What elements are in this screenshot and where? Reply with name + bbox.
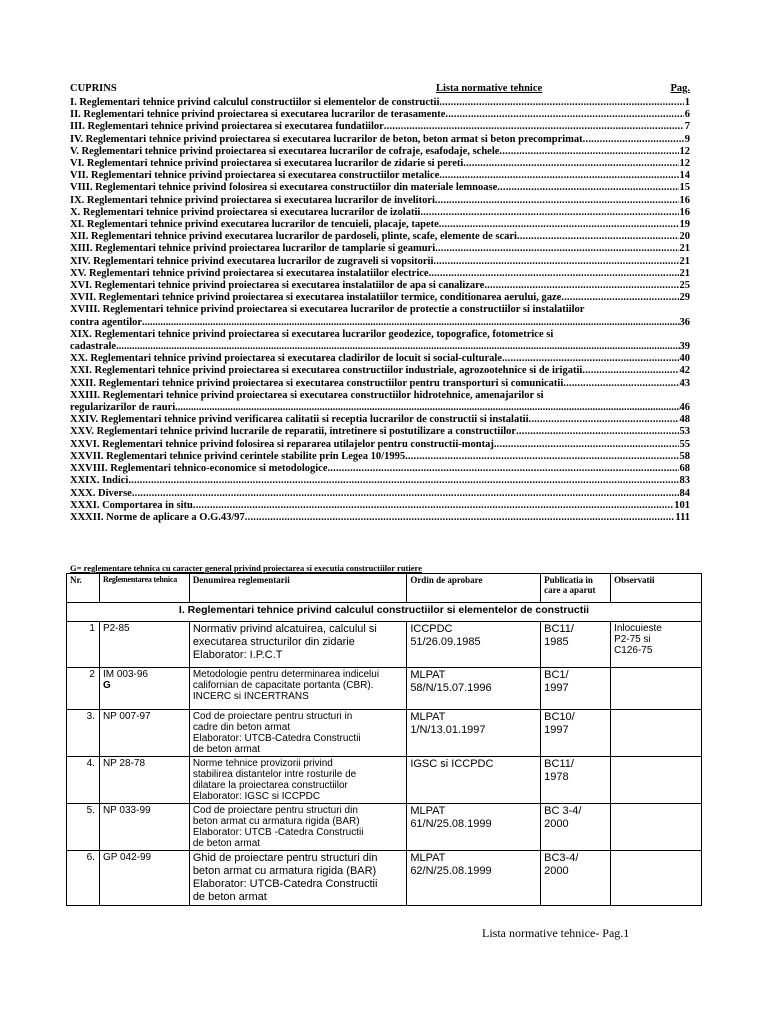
toc-entry — [70, 378, 690, 390]
toc-entry-text: XXIV. Reglementari tehnice privind verificarea calitatii si receptia lucrarilor de constructii si instalatii — [70, 414, 529, 426]
toc-entry-text: IX. Reglementari tehnice privind proiectarea si executarea lucrarilor de invelitori — [70, 194, 435, 206]
cell-publication — [541, 668, 611, 710]
regulations-table — [66, 573, 702, 906]
toc-page-number: 25 — [679, 280, 690, 292]
cell-order — [407, 804, 541, 851]
cell-line: Cod de proiectare pentru structuri din — [192, 805, 358, 816]
table-row — [67, 804, 702, 851]
cell-line: Elaborator: IGSC si ICCPDC — [192, 791, 321, 802]
toc-entry-text: XXX. Diverse — [70, 487, 132, 499]
cell-observations — [611, 757, 702, 804]
table-caption: G= reglementare tehnica cu caracter general privind proiectarea si executia constructiilor rutiere — [70, 563, 422, 573]
cell-nr: 2 — [67, 668, 100, 710]
toc-entry-text: II. Reglementari tehnice privind proiectarea si executarea lucrarilor de terasamente — [70, 109, 446, 121]
toc-leader-dots — [497, 182, 678, 194]
toc-entry — [70, 170, 690, 182]
cell-code — [99, 668, 189, 710]
toc-header — [70, 83, 690, 95]
cell-line: cadre din beton armat — [192, 722, 291, 733]
toc-entry — [70, 512, 690, 524]
table-row — [67, 622, 702, 668]
toc-entry — [70, 158, 690, 170]
toc-entry-text: VI. Reglementari tehnice privind proiectarea si executarea lucrarilor de zidarie si pereti — [70, 158, 464, 170]
toc-entry — [70, 475, 690, 487]
toc-leader-dots — [439, 97, 683, 109]
toc-leader-dots — [193, 500, 673, 512]
cell-line: 1985 — [544, 636, 569, 648]
toc-page-number: 111 — [675, 511, 690, 523]
toc-entry-text: XXIX. Indici — [70, 475, 129, 487]
toc-entry-text: XIX. Reglementari tehnice privind proiectarea si executarea lucrarilor geodezice, topografice, fotometrice si — [70, 328, 554, 340]
cell-order — [407, 757, 541, 804]
toc-leader-dots — [327, 463, 678, 475]
cell-line: BC1/ — [544, 669, 569, 681]
toc-document-title: Lista normative tehnice — [436, 83, 543, 94]
toc-entry — [70, 134, 690, 146]
table-header-row — [67, 574, 702, 603]
cell-code — [99, 851, 189, 906]
toc-leader-dots — [529, 414, 679, 426]
cell-observations — [611, 804, 702, 851]
toc-leader-dots — [245, 512, 675, 524]
cell-line: 2000 — [544, 818, 569, 830]
cell-name — [189, 757, 407, 804]
cell-line: BC11/ — [544, 758, 574, 770]
toc-leader-dots — [405, 451, 678, 463]
toc-entry-text: XI. Reglementari tehnice privind executarea lucrarilor de tencuieli, placaje, tapete — [70, 219, 439, 231]
toc-leader-dots — [582, 365, 678, 377]
toc-page-number: 83 — [679, 475, 690, 487]
toc-entry — [70, 231, 690, 243]
toc-page-number: 9 — [684, 133, 690, 145]
cell-line: californian de capacitate portanta (CBR). — [192, 680, 374, 691]
toc-leader-dots — [484, 280, 678, 292]
toc-entry — [70, 256, 690, 268]
cell-line: Normativ privind alcatuirea, calculul si — [192, 623, 377, 635]
toc-page-number: 29 — [679, 292, 690, 304]
code-text: NP 28-78 — [102, 758, 146, 769]
header-name: Denumirea reglementarii — [189, 574, 407, 603]
cell-line: INCERC si INCERTRANS — [192, 691, 309, 702]
toc-entry — [70, 488, 690, 500]
cell-line: Elaborator: UTCB-Catedra Constructii — [192, 733, 361, 744]
cell-line: de beton armat — [192, 891, 267, 903]
section-row — [67, 603, 702, 622]
table-of-contents — [70, 97, 690, 524]
toc-leader-dots — [429, 268, 679, 280]
toc-leader-dots — [502, 353, 679, 365]
toc-entry — [70, 500, 690, 512]
cell-order — [407, 622, 541, 668]
header-publication: Publicatia in care a aparut — [541, 574, 611, 603]
cell-nr: 3. — [67, 710, 100, 757]
cell-line: 51/26.09.1985 — [410, 636, 481, 648]
header-observations: Observatii — [611, 574, 702, 603]
toc-page-number: 36 — [679, 316, 690, 328]
toc-leader-dots — [499, 146, 678, 158]
cell-nr: 1 — [67, 622, 100, 668]
cell-line: MLPAT — [410, 711, 446, 723]
code-text: GP 042-99 — [102, 852, 152, 863]
toc-entry — [70, 182, 690, 194]
toc-title: CUPRINS — [70, 83, 117, 94]
toc-leader-dots — [384, 121, 684, 133]
toc-entry-text: V. Reglementari tehnice privind proiectarea si executarea lucrarilor de cofraje, esafodaje, schele — [70, 145, 500, 157]
cell-line: 1997 — [544, 724, 569, 736]
toc-entry — [70, 292, 690, 304]
cell-line: 58/N/15.07.1996 — [410, 682, 492, 694]
toc-page-number: 21 — [679, 243, 690, 255]
cell-line: beton armat cu armatura rigida (BAR) — [192, 865, 377, 877]
cell-nr: 4. — [67, 757, 100, 804]
toc-page-label: Pag. — [670, 83, 690, 94]
toc-page-number: 48 — [679, 414, 690, 426]
cell-line: MLPAT — [410, 669, 446, 681]
cell-line: Metodologie pentru determinarea indicelui — [192, 669, 380, 680]
toc-page-number: 14 — [679, 170, 690, 182]
cell-publication — [541, 757, 611, 804]
cell-line: BC3-4/ — [544, 852, 579, 864]
cell-observations — [611, 710, 702, 757]
cell-line: C126-75 — [614, 645, 653, 656]
section-title: I. Reglementari tehnice privind calculul constructiilor si elementelor de constructii — [67, 603, 702, 622]
cell-nr: 5. — [67, 804, 100, 851]
toc-leader-dots — [563, 378, 678, 390]
cell-line: Elaborator: UTCB-Catedra Constructii — [192, 878, 378, 890]
toc-entry — [70, 353, 690, 365]
cell-line: Norme tehnice provizorii privind — [192, 758, 333, 769]
toc-entry-text: VII. Reglementari tehnice privind proiectarea si executarea constructiilor metalice — [70, 170, 440, 182]
toc-page-number: 21 — [679, 267, 690, 279]
toc-entry — [70, 109, 690, 121]
toc-entry — [70, 97, 690, 109]
header-nr: Nr. — [67, 574, 100, 603]
toc-entry-text: XIV. Reglementari tehnice privind executarea lucrarilor de zugraveli si vopsitorii — [70, 255, 434, 267]
cell-name — [189, 622, 407, 668]
cell-order — [407, 851, 541, 906]
cell-name — [189, 710, 407, 757]
toc-page-number: 84 — [679, 487, 690, 499]
toc-page-number: 12 — [679, 145, 690, 157]
cell-line: MLPAT — [410, 852, 446, 864]
toc-page-number: 7 — [684, 121, 690, 133]
toc-page-number: 53 — [679, 426, 690, 438]
table-row — [67, 757, 702, 804]
toc-page-number: 21 — [679, 255, 690, 267]
code-text: NP 033-99 — [102, 805, 151, 816]
toc-page-number: 6 — [684, 109, 690, 121]
toc-leader-dots — [583, 134, 684, 146]
toc-entry — [70, 426, 690, 438]
cell-line: BC10/ — [544, 711, 575, 723]
cell-observations — [611, 622, 702, 668]
toc-leader-dots — [439, 170, 678, 182]
cell-code — [99, 710, 189, 757]
cell-line: Elaborator: I.P.C.T — [192, 649, 283, 661]
toc-entry-text: IV. Reglementari tehnice privind proiectarea si executarea lucrarilor de beton, beton armat si beton precomprimat — [70, 133, 583, 145]
toc-leader-dots — [445, 109, 683, 121]
code-text: P2-85 — [102, 623, 130, 634]
toc-entry-text: XXV. Reglementari tehnice privind lucrarile de reparatii, intretinere si postutilizare a constructiilor — [70, 426, 517, 438]
cell-line: beton armat cu armatura rigida (BAR) — [192, 816, 360, 827]
toc-entry-text: VIII. Reglementari tehnice privind folosirea si executarea constructiilor din materiale lemnoase — [70, 182, 498, 194]
toc-leader-dots — [435, 195, 679, 207]
cell-order — [407, 710, 541, 757]
table-row — [67, 710, 702, 757]
toc-entry-text: X. Reglementari tehnice privind proiectarea si executarea lucrarilor de izolatii — [70, 206, 421, 218]
cell-line: ICCPDC — [410, 623, 453, 635]
toc-entry — [70, 414, 690, 426]
toc-entry-text: XII. Reglementari tehnice privind executarea lucrarilor de pardoseli, plinte, scafe, elemente de scari — [70, 231, 517, 243]
toc-leader-dots — [463, 158, 678, 170]
cell-line: 1997 — [544, 682, 569, 694]
cell-line: de beton armat — [192, 744, 261, 755]
cell-nr: 6. — [67, 851, 100, 906]
cell-line: 1978 — [544, 771, 569, 783]
cell-line: IGSC si ICCPDC — [410, 758, 494, 770]
toc-entry-text-cont: contra agentilor — [70, 316, 143, 328]
cell-publication — [541, 804, 611, 851]
toc-entry — [70, 439, 690, 451]
toc-page-number: 15 — [679, 182, 690, 194]
toc-entry — [70, 207, 690, 219]
toc-entry — [70, 304, 690, 328]
header-order: Ordin de aprobare — [407, 574, 541, 603]
toc-entry-text: XXVII. Reglementari tehnice privind cerintele stabilite prin Legea 10/1995 — [70, 450, 406, 462]
cell-name — [189, 804, 407, 851]
toc-page-number: 1 — [684, 97, 690, 108]
toc-page-number: 20 — [679, 231, 690, 243]
toc-leader-dots — [128, 475, 678, 487]
cell-line: stabilirea distantelor intre rosturile de — [192, 769, 357, 780]
toc-entry-text: XVI. Reglementari tehnice privind proiectarea si executarea instalatiilor de apa si canalizare — [70, 280, 485, 292]
toc-page-number: 16 — [679, 194, 690, 206]
cell-name — [189, 668, 407, 710]
cell-line: dilatare la proiectarea constructiilor — [192, 780, 348, 791]
toc-entry — [70, 280, 690, 292]
toc-entry-text: XXI. Reglementari tehnice privind proiectarea si executarea constructiilor industriale, agrozootehnice si de irigatii — [70, 365, 583, 377]
page-footer: Lista normative tehnice- Pag.1 — [482, 926, 630, 940]
toc-entry — [70, 390, 690, 414]
table-row — [67, 851, 702, 906]
toc-entry-text: XXIII. Reglementari tehnice privind proiectarea si executarea constructiilor hidrotehnice, amenajarilor si — [70, 389, 544, 401]
toc-page-number: 68 — [679, 463, 690, 475]
code-extra: G — [102, 680, 111, 691]
cell-line: Ghid de proiectare pentru structuri din — [192, 852, 378, 864]
toc-entry — [70, 219, 690, 231]
toc-entry-text: XXVIII. Reglementari tehnico-economice si metodologice — [70, 463, 328, 475]
cell-line: executarea structurilor din zidarie — [192, 636, 355, 648]
toc-entry — [70, 451, 690, 463]
cell-line: Cod de proiectare pentru structuri in — [192, 711, 353, 722]
toc-entry — [70, 146, 690, 158]
code-text: NP 007-97 — [102, 711, 151, 722]
toc-page-number: 40 — [679, 353, 690, 365]
cell-order — [407, 668, 541, 710]
toc-entry-text: I. Reglementari tehnice privind calculul constructiilor si elementelor de constructii — [70, 97, 440, 108]
cell-name — [189, 851, 407, 906]
toc-entry-text-cont: cadastrale — [70, 341, 117, 353]
toc-page-number: 39 — [679, 341, 690, 353]
cell-line: P2-75 si — [614, 634, 651, 645]
header-code: Reglementarea tehnica — [99, 574, 189, 603]
toc-leader-dots — [561, 292, 678, 304]
toc-leader-dots — [132, 488, 679, 500]
cell-line: Inlocuieste — [614, 623, 662, 634]
toc-entry-text: XXXI. Comportarea in situ — [70, 499, 193, 511]
toc-page-number: 55 — [679, 438, 690, 450]
cell-publication — [541, 710, 611, 757]
toc-entry — [70, 365, 690, 377]
cell-line: 62/N/25.08.1999 — [410, 865, 492, 877]
toc-entry-text: XX. Reglementari tehnice privind proiectarea si executarea cladirilor de locuit si social-culturale — [70, 353, 502, 365]
toc-entry — [70, 329, 690, 353]
cell-line: 1/N/13.01.1997 — [410, 724, 486, 736]
cell-publication — [541, 622, 611, 668]
cell-observations — [611, 668, 702, 710]
toc-page-number: 42 — [679, 365, 690, 377]
toc-page-number: 16 — [679, 206, 690, 218]
toc-entry-text: XXXII. Norme de aplicare a O.G.43/97 — [70, 511, 245, 523]
toc-entry-text: XV. Reglementari tehnice privind proiectarea si executarea instalatiilor electrice — [70, 267, 429, 279]
toc-entry-text: III. Reglementari tehnice privind proiectarea si executarea fundatiilor — [70, 121, 384, 133]
toc-leader-dots — [433, 256, 678, 268]
toc-entry — [70, 463, 690, 475]
code-text: IM 003-96 — [102, 669, 148, 680]
toc-leader-dots — [142, 317, 679, 329]
toc-leader-dots — [435, 243, 678, 255]
toc-entry — [70, 195, 690, 207]
cell-code — [99, 622, 189, 668]
toc-entry — [70, 268, 690, 280]
cell-code — [99, 804, 189, 851]
toc-leader-dots — [420, 207, 678, 219]
toc-entry — [70, 243, 690, 255]
toc-entry-text: XXVI. Reglementari tehnice privind folosirea si repararea utilajelor pentru constructii-montaj — [70, 438, 494, 450]
cell-line: 2000 — [544, 865, 569, 877]
cell-line: 61/N/25.08.1999 — [410, 818, 492, 830]
toc-entry-text: XIII. Reglementari tehnice privind proiectarea lucrarilor de tamplarie si geamuri — [70, 243, 436, 255]
toc-entry-text: XVIII. Reglementari tehnice privind proiectarea si executarea lucrarilor de protectie a constructiilor si instalatiilor — [70, 304, 585, 316]
toc-entry — [70, 121, 690, 133]
toc-leader-dots — [517, 231, 679, 243]
toc-leader-dots — [175, 402, 679, 414]
table-row — [67, 668, 702, 710]
toc-page-number: 19 — [679, 219, 690, 231]
cell-line: BC 3-4/ — [544, 805, 582, 817]
cell-line: de beton armat — [192, 838, 261, 849]
cell-code — [99, 757, 189, 804]
toc-leader-dots — [494, 439, 679, 451]
toc-entry-text: XXII. Reglementari tehnice privind proiectarea si executarea constructiilor pentru transporturi si comunicatii — [70, 377, 564, 389]
cell-line: BC11/ — [544, 623, 574, 635]
cell-line: MLPAT — [410, 805, 446, 817]
toc-leader-dots — [516, 426, 678, 438]
toc-page-number: 12 — [679, 158, 690, 170]
toc-page-number: 58 — [679, 450, 690, 462]
toc-leader-dots — [116, 341, 679, 353]
toc-leader-dots — [439, 219, 679, 231]
cell-publication — [541, 851, 611, 906]
toc-entry-text: XVII. Reglementari tehnice privind proiectarea si executarea instalatiilor termice, conditionarea aerului, gaze — [70, 292, 562, 304]
toc-page-number: 101 — [674, 499, 690, 511]
toc-page-number: 46 — [679, 402, 690, 414]
toc-page-number: 43 — [679, 377, 690, 389]
cell-observations — [611, 851, 702, 906]
toc-entry-text-cont: regularizarilor de rauri — [70, 402, 176, 414]
cell-line: Elaborator: UTCB -Catedra Constructii — [192, 827, 364, 838]
